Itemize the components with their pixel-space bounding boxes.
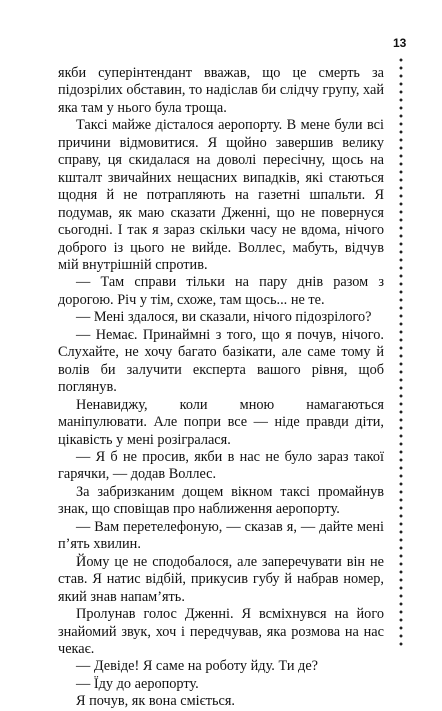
paragraph: — Девіде! Я саме на роботу йду. Ти де? (76, 658, 319, 675)
paragraph: Таксі майже дісталося аеропорту. В мене були всі причини відмовитися. Я щойно завершив велику справу, ця скидалася на доволі пересічну, щось на кшталт звичайних нещасних випадків, які стаються щодня й не потрапляють на газетні шпальти. Я подумав, як маю сказати Дженні, що не повернуся сьогодні. І так я зараз скільки часу не вдома, нічого доброго із цього не вийде. Воллес, мабуть, відчув мій внутрішній спротив. (58, 117, 384, 273)
paragraph: якби суперінтендант вважав, що це смерть за підозрілих обставин, то надіслав би слідчу групу, хай яка там у нього була троща. (58, 65, 384, 116)
paragraph: — Там справи тільки на пару днів разом з дорогою. Річ у тім, схоже, там щось... не те. (58, 274, 384, 308)
paragraph: — Мені здалося, ви сказали, нічого підозрілого? (76, 309, 372, 326)
paragraph: — Я б не просив, якби в нас не було зараз такої гарячки, — додав Воллес. (58, 448, 384, 483)
page-number: 13 (393, 36, 407, 50)
dotted-margin-line (398, 56, 404, 648)
paragraph: — Їду до аеропорту. (76, 675, 199, 692)
paragraph: Йому це не сподобалося, але заперечувати він не став. Я натис відбій, прикусив губу й набрав номер, який знав напам’ять. (58, 553, 384, 605)
paragraph: Ненавиджу, коли мною намагаються маніпулювати. Але попри все — ніде правди діти, цікавість у мені розігралася. (58, 396, 384, 448)
body-text (58, 65, 384, 711)
paragraph: Пролунав голос Дженні. Я всміхнувся на його знайомий звук, хоч і передчував, яка розмова на нас чекає. (58, 606, 384, 657)
paragraph: Я почув, як вона сміється. (76, 693, 236, 710)
paragraph: — Немає. Принаймні з того, що я почув, нічого. Слухайте, не хочу багато базікати, але саме тому й волів би залучити експерта вашого рівня, щоб поглянув. (58, 326, 384, 396)
paragraph: — Вам перетелефоную, — сказав я, — дайте мені п’ять хвилин. (58, 518, 384, 553)
paragraph: За забризканим дощем вікном таксі промайнув знак, що сповіщав про наближення аеропорту. (58, 483, 384, 518)
